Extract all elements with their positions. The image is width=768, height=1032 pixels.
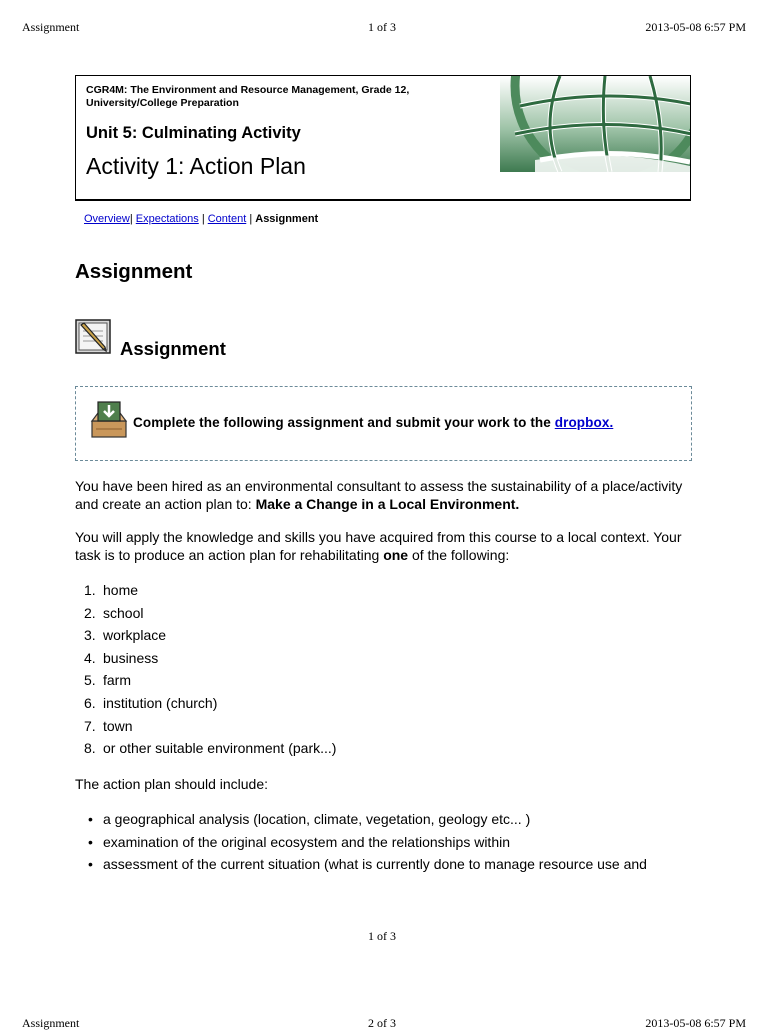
next-header-title: Assignment — [22, 1016, 80, 1030]
environment-options-list — [84, 581, 336, 762]
page-footer: 1 of 3 — [368, 929, 396, 943]
task-emphasis: one — [383, 547, 409, 563]
list-item: 3. workplace — [84, 627, 167, 644]
list-item: 5. farm — [84, 672, 131, 689]
task-text: You will apply the knowledge and skills you have acquired from this course to a local context. Your task is to produce an action plan for rehabilitating — [75, 529, 682, 563]
list-item: 6. institution (church) — [84, 694, 218, 711]
breadcrumb-expectations-link[interactable]: Expectations — [135, 213, 199, 225]
list-item: • examination of the original ecosystem and the relationships within — [88, 833, 511, 850]
print-header-datetime: 2013-05-08 6:57 PM — [645, 20, 746, 34]
page-title: Assignment — [75, 260, 193, 283]
task-paragraph — [75, 528, 695, 564]
list-item: 2. school — [84, 604, 144, 621]
list-item: 8. or other suitable environment (park...) — [84, 740, 337, 757]
include-heading: The action plan should include: — [75, 776, 269, 792]
list-item: 7. town — [84, 717, 133, 734]
dropbox-link[interactable]: dropbox. — [554, 415, 614, 430]
globe-graphic — [500, 76, 690, 172]
breadcrumb-separator: | — [201, 213, 205, 225]
breadcrumb-current: Assignment — [255, 213, 319, 225]
breadcrumb — [84, 213, 318, 225]
next-header-page: 2 of 3 — [368, 1016, 396, 1030]
breadcrumb-content-link[interactable]: Content — [207, 213, 247, 225]
list-item: • a geographical analysis (location, climate, vegetation, geology etc... ) — [88, 811, 531, 827]
print-header-page: 1 of 3 — [368, 20, 396, 34]
intro-emphasis: Make a Change in a Local Environment. — [255, 496, 520, 512]
section-heading: Assignment — [120, 338, 226, 359]
instruction-text — [133, 415, 613, 430]
include-list — [88, 810, 647, 878]
print-header-title: Assignment — [22, 20, 80, 34]
breadcrumb-separator: | — [129, 213, 133, 225]
list-item: 1. home — [84, 582, 139, 598]
intro-paragraph — [75, 477, 695, 513]
next-page-header — [22, 1016, 746, 1032]
instruction-box — [75, 386, 692, 461]
breadcrumb-overview-link[interactable]: Overview — [84, 213, 130, 225]
activity-title: Activity 1: Action Plan — [86, 153, 306, 179]
next-header-datetime: 2013-05-08 6:57 PM — [645, 1016, 746, 1030]
print-header — [22, 20, 746, 36]
course-title: CGR4M: The Environment and Resource Management, Grade 12, University/College Preparation — [86, 84, 410, 109]
unit-title: Unit 5: Culminating Activity — [86, 124, 301, 142]
task-text-end: of the following: — [411, 547, 510, 563]
list-item: 4. business — [84, 649, 159, 666]
dropbox-icon — [90, 401, 130, 441]
breadcrumb-separator: | — [249, 213, 253, 225]
intro-text: You have been hired as an environmental consultant to assess the sustainability of a place/activity and create an action plan to: — [75, 478, 683, 512]
pencil-paper-icon — [75, 319, 113, 355]
list-item: • assessment of the current situation (what is currently done to manage resource use and — [88, 856, 647, 873]
instruction-label: Complete the following assignment and submit your work to the — [133, 415, 551, 430]
course-banner — [75, 75, 691, 201]
